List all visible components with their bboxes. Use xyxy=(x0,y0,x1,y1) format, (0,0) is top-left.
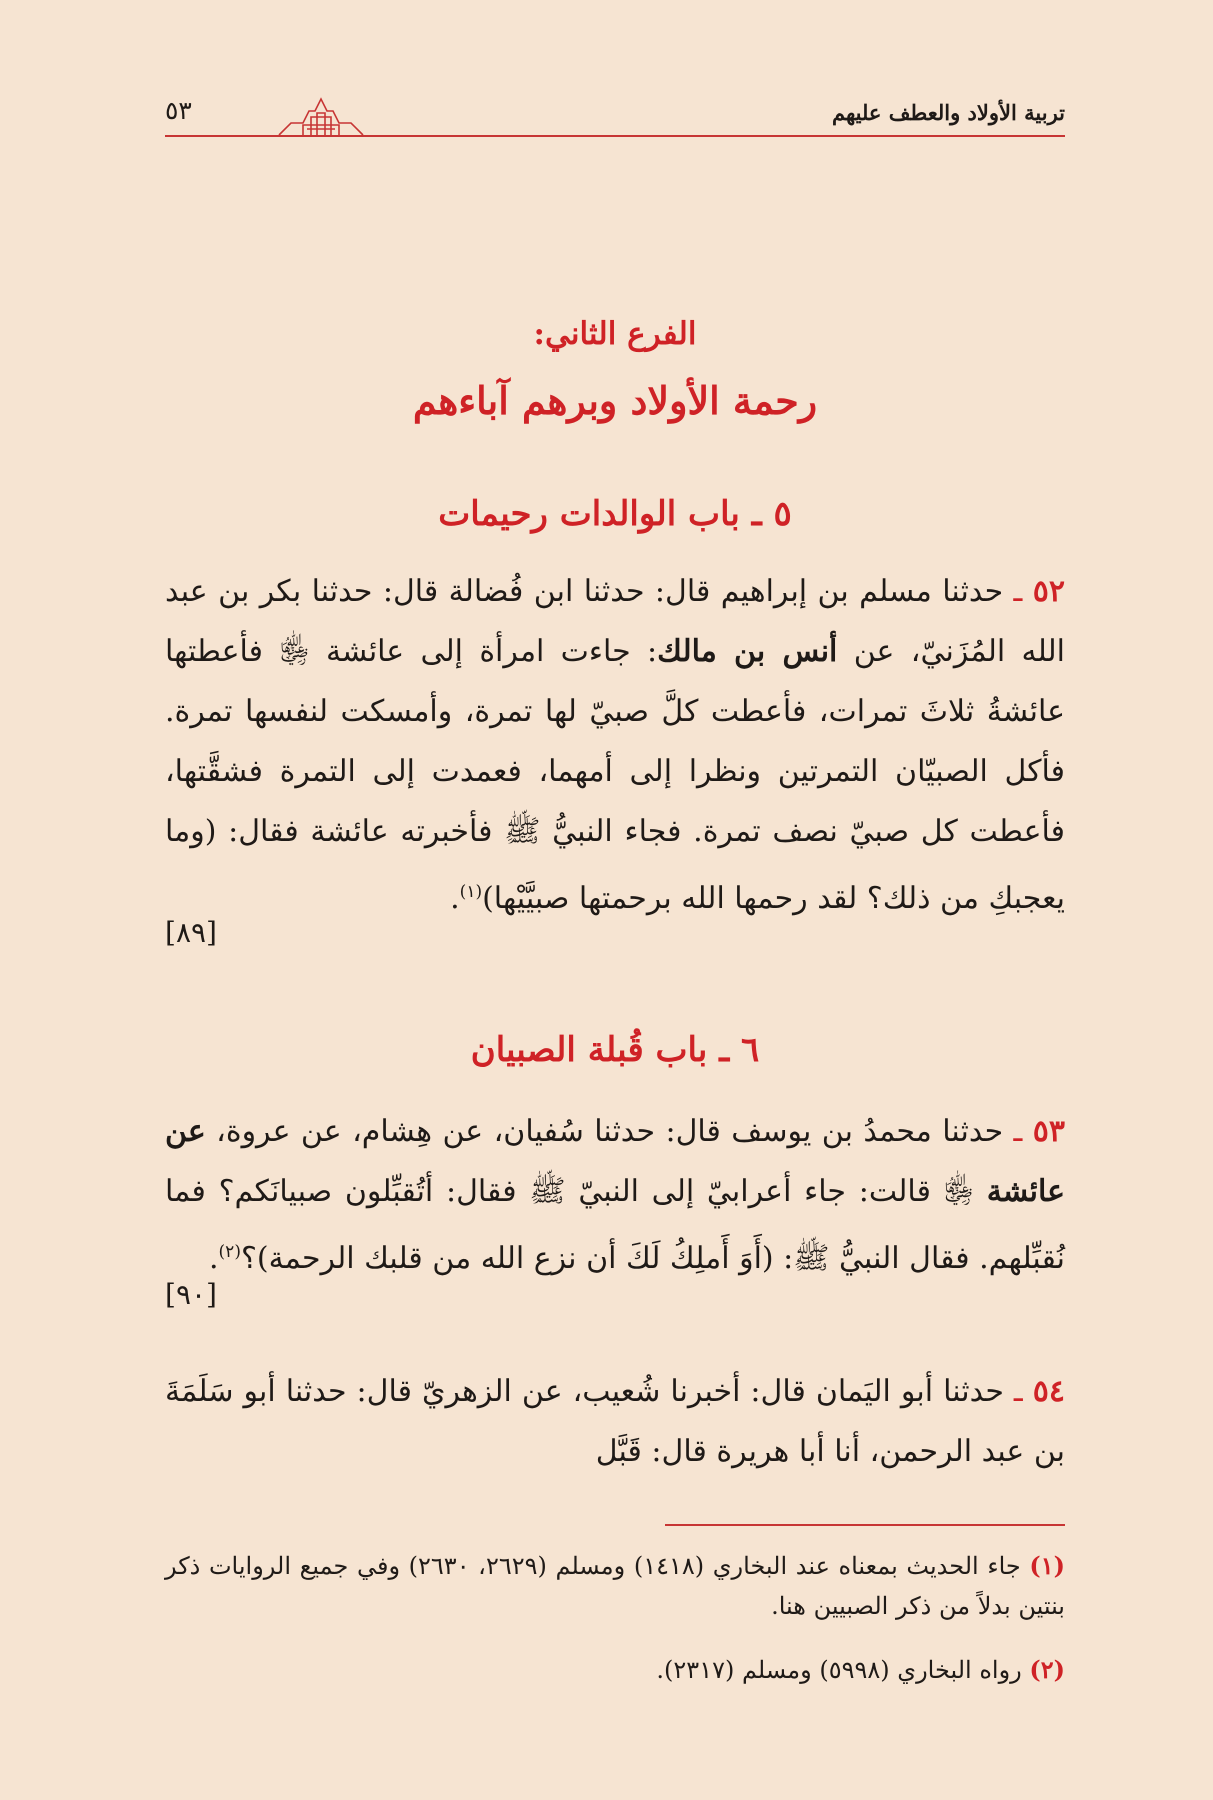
hadith-separator: ـ xyxy=(1013,1114,1023,1149)
hadith-52 xyxy=(165,562,1065,929)
header-rule xyxy=(165,135,1065,137)
hadith-number: ٥٤ xyxy=(1032,1374,1065,1409)
hadith-end: . xyxy=(450,881,460,916)
section-subtitle: الفرع الثاني: xyxy=(533,316,697,352)
hadith-text: حدثنا مسلم بن إبراهيم قال: حدثنا ابن فُضالة قال: حدثنا بكر بن عبد الله المُزَنيّ، عن xyxy=(165,574,1066,669)
hadith-reference: [٩٠] xyxy=(165,1278,217,1311)
footnote-rule xyxy=(665,1524,1065,1526)
ornament-icon xyxy=(273,92,369,136)
footnote-text: جاء الحديث بمعناه عند البخاري (١٤١٨) ومسلم (٢٦٢٩، ٢٦٣٠) وفي جميع الروايات ذكر بنتين بدلاً من ذكر الصبيين هنا. xyxy=(165,1552,1065,1620)
narrator-name: عن عائشة xyxy=(165,1114,1065,1209)
footnote-2 xyxy=(165,1650,1065,1690)
running-header xyxy=(165,96,1065,146)
hadith-end: . xyxy=(208,1241,219,1276)
hadith-text: ﵂ قالت: جاء أعرابيّ إلى النبيّ ﷺ فقال: أتُقبِّلون صبيانَكم؟ فما نُقبِّلهم. فقال النبيُّ ﷺ: (أَوَ أَملِكُ لَكَ أن نزع الله من قلبك الرحمة)؟ xyxy=(165,1174,1065,1276)
narrator-name: أنس بن مالك xyxy=(657,634,838,669)
hadith-reference: [٨٩] xyxy=(165,916,217,949)
footnote-text: رواه البخاري (٥٩٩٨) ومسلم (٢٣١٧). xyxy=(656,1656,1022,1684)
hadith-number: ٥٢ xyxy=(1032,574,1065,609)
hadith-number: ٥٣ xyxy=(1032,1114,1065,1149)
footnote-1 xyxy=(165,1546,1065,1626)
hadith-separator: ـ xyxy=(1013,574,1023,609)
hadith-53 xyxy=(165,1102,1065,1289)
footnote-number: (٢) xyxy=(1029,1655,1065,1684)
hadith-text: حدثنا أبو اليَمان قال: أخبرنا شُعيب، عن الزهريّ قال: حدثنا أبو سَلَمَةَ بن عبد الرحمن، أنا أبا هريرة قال: قَبَّل xyxy=(165,1374,1065,1469)
footnote-number: (١) xyxy=(1029,1551,1065,1580)
hadith-text: حدثنا محمدُ بن يوسف قال: حدثنا سُفيان، عن هِشام، عن عروة، xyxy=(216,1114,1004,1149)
page-number: ٥٣ xyxy=(165,96,192,125)
hadith-54 xyxy=(165,1362,1065,1482)
book-title: تربية الأولاد والعطف عليهم xyxy=(831,100,1065,125)
section-title: رحمة الأولاد وبرهم آباءهم xyxy=(412,378,818,423)
footnote-ref[interactable]: (١) xyxy=(459,882,483,902)
hadith-text: : جاءت امرأة إلى عائشة ﵂ فأعطتها عائشةُ ثلاثَ تمرات، فأعطت كلَّ صبيّ لها تمرة، وأمسكت لنفسها تمرة. فأكل الصبيّان التمرتين ونظرا إلى أمهما، فعمدت إلى التمرة فشقَّتها، فأعطت كل صبيّ نصف تمرة. فجاء النبيُّ ﷺ فأخبرته عائشة فقال: (وما يعجبكِ من ذلك؟ لقد رحمها الله برحمتها صبيَّيْها) xyxy=(165,634,1065,916)
hadith-separator: ـ xyxy=(1013,1374,1023,1409)
footnote-ref[interactable]: (٢) xyxy=(218,1242,241,1262)
chapter-5-title: ٥ ـ باب الوالدات رحيمات xyxy=(438,494,792,534)
chapter-6-title: ٦ ـ باب قُبلة الصبيان xyxy=(470,1030,760,1070)
